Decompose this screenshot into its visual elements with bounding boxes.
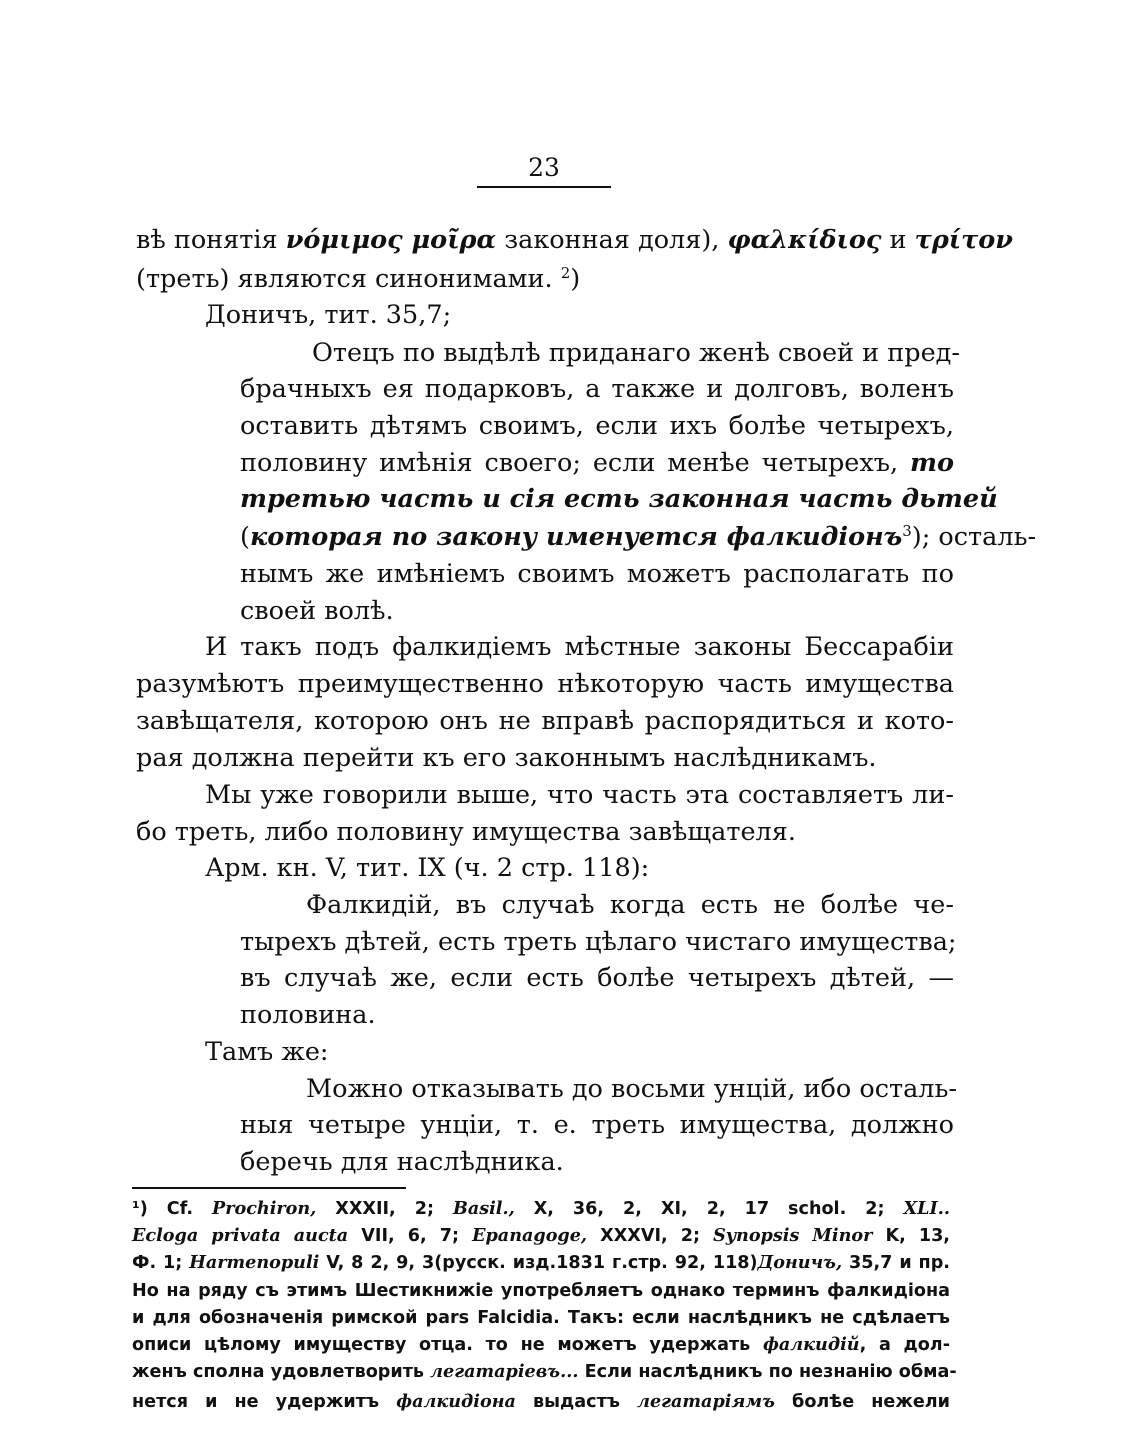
greek-term: φαλκίδιος	[727, 225, 882, 255]
page-number-rule	[477, 186, 611, 188]
text-line-1: вѣ понятія νόμιμος μοῖρα законная доля), φαλκίδιος и τρίτον	[136, 225, 1013, 255]
footnote-line-2: Ecloga privata aucta VII, 6, 7; Epanagoge, XXXVI, 2; Synopsis Minor K, 13,	[132, 1225, 950, 1246]
text-line-6: оставить дѣтямъ своимъ, если ихъ болѣе четырехъ,	[240, 411, 954, 441]
text-line-19: Фалкидій, въ случаѣ когда есть не болѣе че-	[306, 890, 954, 920]
text-line-18: Арм. кн. V, тит. IX (ч. 2 стр. 118):	[205, 853, 650, 883]
text-line-17: бо треть, либо половину имущества завѣщателя.	[136, 817, 796, 847]
footnote-line-1: ¹) Cf. Prochiron, XXXII, 2; Basil., X, 36, 2, XI, 2, 17 schol. 2; XLI..	[132, 1198, 950, 1219]
text-line-23: Тамъ же:	[205, 1037, 329, 1067]
text-line-16: Мы уже говорили выше, что часть эта составляетъ ли-	[205, 780, 954, 810]
footnote-line-6: описи цѣлому имуществу отца. то не можетъ удержать фалкидій, а дол-	[132, 1334, 950, 1355]
text-line-21: въ случаѣ же, если есть болѣе четырехъ дѣтей, —	[240, 963, 954, 993]
text-line-20: тырехъ дѣтей, есть треть цѣлаго чистаго имущества;	[240, 927, 957, 957]
text-line-3: Доничъ, тит. 35,7;	[205, 300, 452, 330]
text-line-12: И такъ подъ фалкидіемъ мѣстные законы Бессарабіи	[205, 632, 954, 662]
text-line-11: своей волѣ.	[240, 596, 394, 626]
text-line-14: завѣщателя, которою онъ не вправѣ распорядиться и кото-	[136, 706, 954, 736]
footnote-line-5: и для обозначенія римской pars Falcidia. Такъ: если наслѣдникъ не сдѣлаетъ	[132, 1308, 950, 1328]
footnote-ref: 3	[902, 522, 912, 540]
footnote-line-8-cropped: нется и не удержитъ фалкидіона выдастъ легатаріямъ болѣе нежели	[132, 1391, 950, 1412]
text-line-4: Отецъ по выдѣлѣ приданаго женѣ своей и пред-	[312, 338, 960, 368]
text-line-9: (которая по закону именуется фалкидіонъ$^3$); осталь-	[240, 522, 1037, 552]
text-line-15: рая должна перейти къ его законнымъ наслѣдникамъ.	[136, 743, 877, 773]
greek-term: τρίτον	[914, 225, 1013, 255]
text-line-8: третью часть и сія есть законная часть дьтей	[240, 484, 998, 514]
text-line-24: Можно отказывать до восьми унцій, ибо осталь-	[306, 1074, 958, 1104]
footnote-line-7: женъ сполна удовлетворить легатаріевъ... Если наслѣдникъ по незнанію обма-	[132, 1361, 957, 1382]
greek-term: νόμιμος μοῖρα	[285, 225, 497, 255]
text-line-5: брачныхъ ея подарковъ, а также и долговъ, воленъ	[240, 374, 954, 404]
footnote-ref: 2	[560, 264, 571, 282]
page-number: 23	[528, 153, 560, 182]
text-line-13: разумѣютъ преимущественно нѣкоторую часть имущества	[136, 669, 954, 699]
text-line-2: (треть) являются синонимами. $^2$)	[136, 264, 581, 294]
footnote-line-4: Но на ряду съ этимъ Шестикнижіе употребляетъ однако терминъ фалкидіона	[132, 1281, 950, 1301]
text-line-26: беречь для наслѣдника.	[240, 1147, 564, 1177]
text-line-7: половину имѣнія своего; если менѣе четырехъ, то	[240, 448, 954, 478]
text-line-22: половина.	[240, 1000, 376, 1030]
footnote-separator	[132, 1187, 406, 1189]
text-line-25: ныя четыре унціи, т. е. треть имущества, должно	[240, 1110, 954, 1140]
footnote-line-3: Ф. 1; Harmenopuli V, 8 2, 9, 3(русск. изд.1831 г.стр. 92, 118)Доничъ, 35,7 и пр.	[132, 1252, 950, 1273]
text-line-10: нымъ же имѣніемъ своимъ можетъ располагать по	[240, 559, 954, 589]
